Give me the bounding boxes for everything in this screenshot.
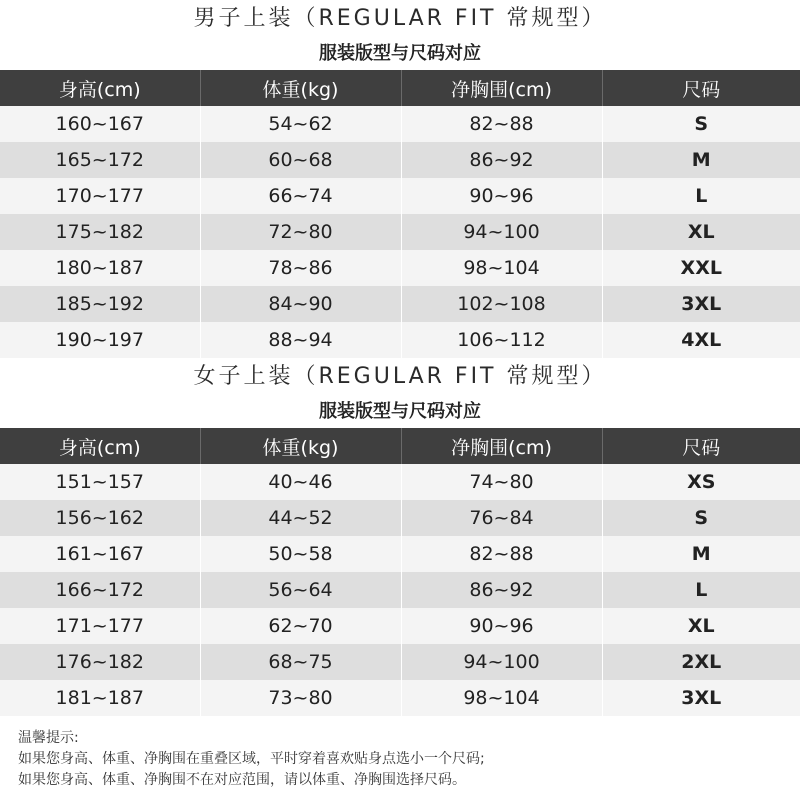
table-row <box>0 178 800 214</box>
cell-chest: 86~92 <box>401 572 602 608</box>
cell-weight: 40~46 <box>200 464 401 500</box>
men-subtitle: 服装版型与尺码对应 <box>319 43 481 64</box>
cell-height: 151~157 <box>0 464 200 500</box>
cell-chest: 106~112 <box>401 322 602 358</box>
cell-weight: 88~94 <box>200 322 401 358</box>
table-row <box>0 608 800 644</box>
table-row <box>0 572 800 608</box>
table-row <box>0 286 800 322</box>
cell-weight: 84~90 <box>200 286 401 322</box>
men-title: 男子上装（REGULAR FIT 常规型） <box>193 6 607 31</box>
cell-size: L <box>602 572 800 608</box>
cell-height: 171~177 <box>0 608 200 644</box>
cell-size: 4XL <box>602 322 800 358</box>
men-size-table <box>0 70 800 358</box>
table-row <box>0 214 800 250</box>
cell-size: S <box>602 106 800 142</box>
header-chest: 净胸围(cm) <box>401 70 602 106</box>
cell-weight: 72~80 <box>200 214 401 250</box>
cell-chest: 82~88 <box>401 106 602 142</box>
table-header-row <box>0 70 800 106</box>
cell-weight: 68~75 <box>200 644 401 680</box>
cell-size: S <box>602 500 800 536</box>
header-height: 身高(cm) <box>0 70 200 106</box>
cell-weight: 44~52 <box>200 500 401 536</box>
cell-height: 176~182 <box>0 644 200 680</box>
table-row <box>0 644 800 680</box>
table-row <box>0 500 800 536</box>
header-chest: 净胸围(cm) <box>401 428 602 464</box>
cell-chest: 76~84 <box>401 500 602 536</box>
cell-size: XL <box>602 608 800 644</box>
cell-height: 170~177 <box>0 178 200 214</box>
cell-height: 165~172 <box>0 142 200 178</box>
cell-weight: 56~64 <box>200 572 401 608</box>
cell-height: 166~172 <box>0 572 200 608</box>
cell-height: 190~197 <box>0 322 200 358</box>
cell-weight: 60~68 <box>200 142 401 178</box>
women-title: 女子上装（REGULAR FIT 常规型） <box>193 364 607 389</box>
cell-chest: 74~80 <box>401 464 602 500</box>
cell-chest: 86~92 <box>401 142 602 178</box>
table-row <box>0 250 800 286</box>
cell-chest: 82~88 <box>401 536 602 572</box>
cell-weight: 50~58 <box>200 536 401 572</box>
men-section <box>0 0 800 358</box>
cell-size: M <box>602 536 800 572</box>
cell-height: 185~192 <box>0 286 200 322</box>
cell-size: 3XL <box>602 680 800 716</box>
cell-weight: 73~80 <box>200 680 401 716</box>
cell-chest: 90~96 <box>401 608 602 644</box>
cell-chest: 90~96 <box>401 178 602 214</box>
cell-size: XXL <box>602 250 800 286</box>
table-row <box>0 322 800 358</box>
cell-weight: 78~86 <box>200 250 401 286</box>
cell-chest: 94~100 <box>401 214 602 250</box>
header-height: 身高(cm) <box>0 428 200 464</box>
cell-height: 156~162 <box>0 500 200 536</box>
cell-chest: 98~104 <box>401 680 602 716</box>
table-row <box>0 464 800 500</box>
cell-size: 3XL <box>602 286 800 322</box>
header-weight: 体重(kg) <box>200 70 401 106</box>
cell-height: 161~167 <box>0 536 200 572</box>
cell-size: XL <box>602 214 800 250</box>
tips-section <box>0 728 800 791</box>
tips-heading: 温馨提示: <box>18 730 79 746</box>
cell-size: L <box>602 178 800 214</box>
cell-weight: 62~70 <box>200 608 401 644</box>
header-weight: 体重(kg) <box>200 428 401 464</box>
table-header-row <box>0 428 800 464</box>
cell-chest: 98~104 <box>401 250 602 286</box>
women-subtitle: 服装版型与尺码对应 <box>319 401 481 422</box>
tips-line-2: 如果您身高、体重、净胸围不在对应范围，请以体重、净胸围选择尺码。 <box>18 772 466 788</box>
table-row <box>0 106 800 142</box>
cell-height: 160~167 <box>0 106 200 142</box>
women-size-table <box>0 428 800 716</box>
header-size: 尺码 <box>602 70 800 106</box>
table-row <box>0 680 800 716</box>
table-row <box>0 142 800 178</box>
cell-chest: 102~108 <box>401 286 602 322</box>
table-row <box>0 536 800 572</box>
tips-line-1: 如果您身高、体重、净胸围在重叠区域，平时穿着喜欢贴身点选小一个尺码; <box>18 751 485 767</box>
cell-weight: 54~62 <box>200 106 401 142</box>
cell-size: M <box>602 142 800 178</box>
cell-chest: 94~100 <box>401 644 602 680</box>
cell-size: 2XL <box>602 644 800 680</box>
cell-height: 180~187 <box>0 250 200 286</box>
cell-weight: 66~74 <box>200 178 401 214</box>
header-size: 尺码 <box>602 428 800 464</box>
cell-height: 175~182 <box>0 214 200 250</box>
cell-height: 181~187 <box>0 680 200 716</box>
cell-size: XS <box>602 464 800 500</box>
women-section <box>0 358 800 716</box>
